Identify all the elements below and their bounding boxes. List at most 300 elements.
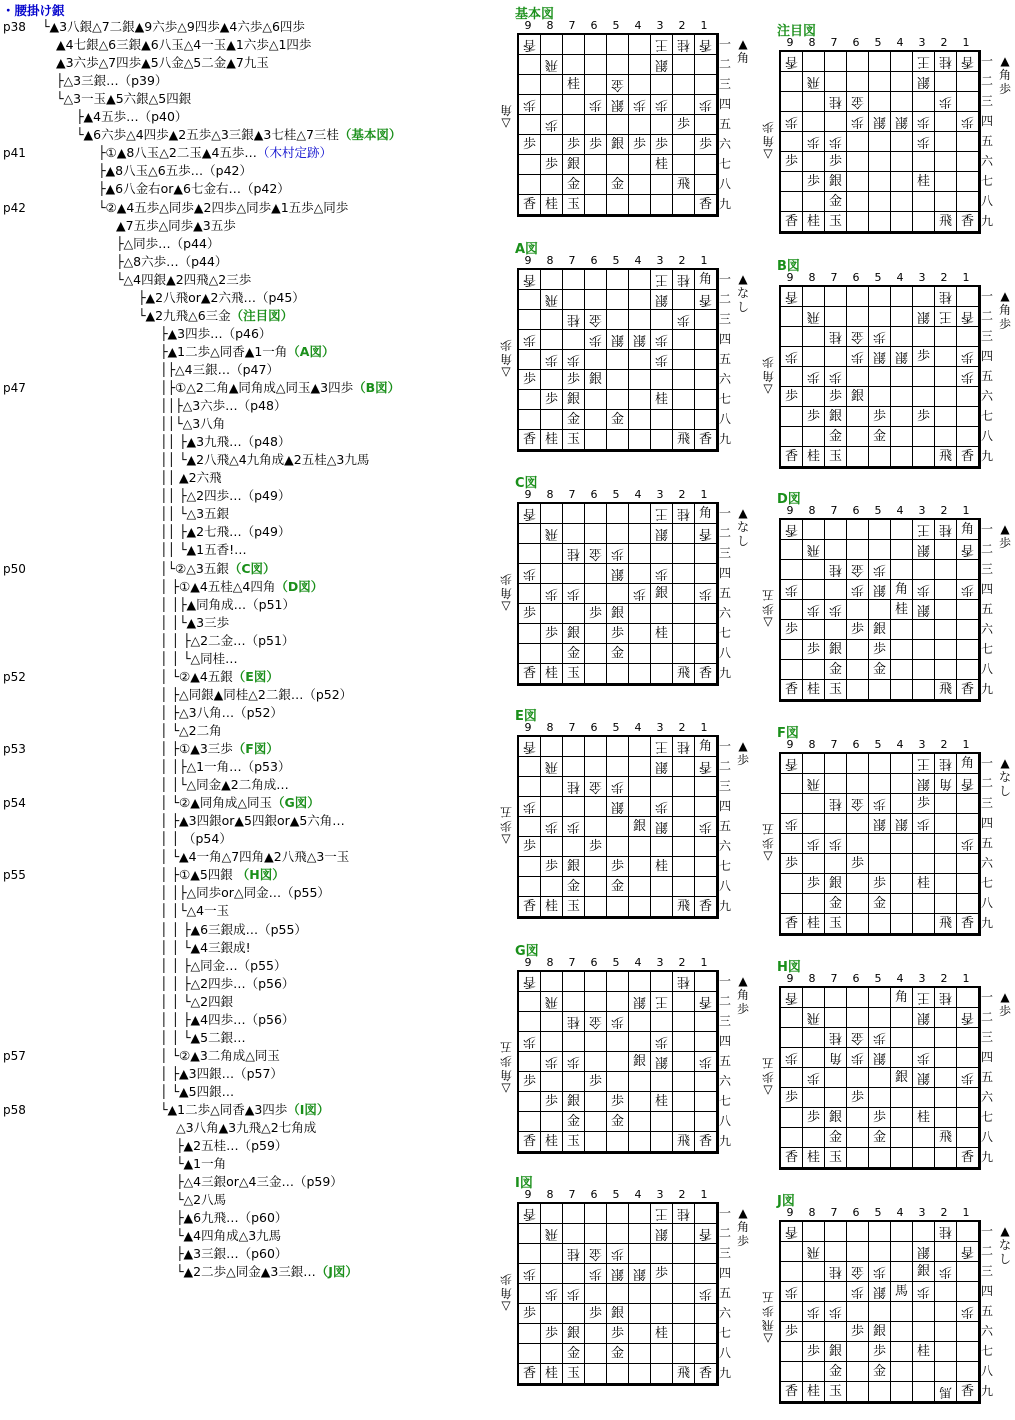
file-label: 1 [962, 1206, 970, 1219]
board-square [563, 524, 585, 544]
board-square [629, 1204, 651, 1224]
board-square [825, 1048, 847, 1068]
sente-piece: 金 [828, 896, 842, 911]
board-title: 注目図 [777, 24, 817, 39]
rank-label: 九 [981, 449, 994, 463]
board-square [913, 1148, 935, 1168]
file-label: 9 [524, 254, 532, 267]
tree-line: │ └△2二角 [160, 722, 222, 738]
board-square [651, 330, 673, 350]
gote-piece: 歩 [698, 1286, 712, 1301]
board-square [957, 854, 979, 874]
board-square [629, 290, 651, 310]
board-square [519, 1224, 541, 1244]
board-square [891, 1028, 913, 1048]
tree-line: ├▲2八飛or▲2六飛…（p45） [138, 289, 305, 305]
board-square [781, 620, 803, 640]
rank-label: 五 [719, 1286, 732, 1300]
gote-piece: 金 [850, 94, 864, 109]
board-square [781, 774, 803, 794]
board-square [585, 1324, 607, 1344]
board-square [935, 520, 957, 540]
page-ref: p57 [3, 1048, 26, 1063]
board-square [913, 387, 935, 407]
board-square [629, 877, 651, 897]
board-square [847, 914, 869, 934]
sente-piece: 歩 [544, 392, 558, 407]
board-title: G図 [515, 944, 539, 959]
board-square [585, 817, 607, 837]
board-grid [779, 986, 981, 1170]
board-square [695, 1344, 717, 1364]
board-square [629, 1072, 651, 1092]
board-square [541, 75, 563, 95]
board-square [935, 1382, 957, 1402]
board-square [891, 854, 913, 874]
board-square [541, 175, 563, 195]
sente-piece: 角 [960, 756, 974, 771]
board-square [541, 897, 563, 917]
gote-piece: 王 [654, 272, 668, 287]
board-square [585, 524, 607, 544]
file-label: 3 [656, 254, 664, 267]
board-square [913, 540, 935, 560]
board-square [803, 172, 825, 192]
board-square [563, 992, 585, 1012]
gote-piece: 桂 [676, 37, 690, 52]
rank-label: 八 [719, 412, 732, 426]
board-square [651, 155, 673, 175]
gote-piece: 香 [522, 739, 536, 754]
board-square [803, 620, 825, 640]
gote-piece: 桂 [566, 312, 580, 327]
board-square [519, 1132, 541, 1152]
board-grid [517, 970, 719, 1154]
rank-label: 八 [981, 1130, 994, 1144]
gote-piece: 歩 [784, 349, 798, 364]
board-square [541, 390, 563, 410]
board-square [607, 1224, 629, 1244]
board-square [695, 430, 717, 450]
board-square [629, 310, 651, 330]
file-label: 9 [524, 488, 532, 501]
file-label: 2 [678, 254, 686, 267]
board-square [607, 737, 629, 757]
board-square [695, 972, 717, 992]
board-square [957, 72, 979, 92]
board-square [825, 1382, 847, 1402]
gote-piece: 歩 [784, 582, 798, 597]
board-square [695, 135, 717, 155]
board-square [891, 754, 913, 774]
sente-piece: 香 [784, 1384, 798, 1399]
file-label: 5 [874, 738, 882, 751]
sente-piece: 香 [784, 682, 798, 697]
board-square [519, 992, 541, 1012]
gote-piece: 歩 [566, 352, 580, 367]
board-square [695, 1072, 717, 1092]
board-square [935, 1028, 957, 1048]
board-square [563, 175, 585, 195]
gote-piece: 金 [588, 312, 602, 327]
board-square [913, 1108, 935, 1128]
sente-piece: 歩 [916, 409, 930, 424]
board-square [935, 212, 957, 232]
rank-label: 九 [981, 916, 994, 930]
board-square [913, 754, 935, 774]
board-square [957, 580, 979, 600]
board-square [935, 894, 957, 914]
board-square [563, 350, 585, 370]
tree-line: │ └▲5四銀… [160, 1083, 235, 1099]
file-label: 5 [874, 1206, 882, 1219]
board-square [781, 1068, 803, 1088]
variation-tree [0, 0, 510, 1405]
tree-line: └△2八馬 [176, 1192, 227, 1208]
board-square [847, 580, 869, 600]
file-label: 5 [612, 956, 620, 969]
board-square [825, 680, 847, 700]
board-square [847, 1342, 869, 1362]
board-square [935, 1322, 957, 1342]
file-labels [517, 956, 715, 970]
tree-line: ││ └▲2八飛△4九角成▲2五桂△3九馬 [160, 452, 370, 468]
board-square [869, 172, 891, 192]
board-square [673, 1012, 695, 1032]
board-square [913, 914, 935, 934]
board-square [673, 175, 695, 195]
board-0 [500, 3, 763, 233]
gote-piece: 銀 [916, 74, 930, 89]
board-square [891, 1242, 913, 1262]
sente-piece: 金 [610, 1114, 624, 1129]
board-square [869, 640, 891, 660]
board-square [847, 520, 869, 540]
sente-piece: 銀 [850, 389, 864, 404]
tree-line: ││└△3八角 [160, 416, 226, 432]
board-square [891, 152, 913, 172]
file-label: 6 [590, 488, 598, 501]
rank-label: 三 [719, 312, 732, 326]
board-square [869, 874, 891, 894]
rank-label: 四 [719, 332, 732, 346]
board-square [935, 367, 957, 387]
board-title: I図 [515, 1176, 533, 1191]
board-square [651, 55, 673, 75]
board-square [563, 1012, 585, 1032]
board-square [629, 644, 651, 664]
gote-piece: 銀 [916, 542, 930, 557]
board-square [957, 640, 979, 660]
board-square [913, 112, 935, 132]
sente-piece: 金 [872, 1364, 886, 1379]
board-square [519, 857, 541, 877]
board-square [651, 644, 673, 664]
board-square [781, 427, 803, 447]
board-square [825, 1222, 847, 1242]
file-label: 7 [568, 1188, 576, 1201]
gote-piece: 歩 [610, 1014, 624, 1029]
board-square [825, 620, 847, 640]
board-square [695, 410, 717, 430]
gote-hand: △ 歩 五 [762, 822, 775, 864]
sente-piece: 角 [698, 739, 712, 754]
board-square [935, 287, 957, 307]
board-square [913, 814, 935, 834]
sente-piece: 玉 [566, 899, 580, 914]
board-square [673, 664, 695, 684]
board-square [563, 410, 585, 430]
board-square [935, 387, 957, 407]
board-square [913, 1088, 935, 1108]
sente-piece: 角 [894, 582, 908, 597]
board-square [781, 1128, 803, 1148]
rank-label: 五 [981, 602, 994, 616]
gote-piece: 王 [654, 739, 668, 754]
board-square [781, 640, 803, 660]
sente-piece: 飛 [676, 666, 690, 681]
board-square [891, 92, 913, 112]
file-label: 3 [918, 271, 926, 284]
gote-piece: 歩 [654, 566, 668, 581]
board-square [519, 175, 541, 195]
sente-piece: 香 [522, 1366, 536, 1381]
board-square [695, 1032, 717, 1052]
file-label: 8 [808, 1206, 816, 1219]
gote-piece: 飛 [544, 759, 558, 774]
board-square [563, 877, 585, 897]
board-square [563, 797, 585, 817]
gote-piece: 桂 [938, 1224, 952, 1239]
gote-hand: △ 飛 歩 五 [762, 1290, 775, 1346]
board-square [913, 72, 935, 92]
rank-label: 九 [719, 1134, 732, 1148]
board-square [541, 857, 563, 877]
sente-piece: 飛 [938, 214, 952, 229]
gote-piece: 香 [960, 1244, 974, 1259]
board-square [607, 564, 629, 584]
file-label: 5 [612, 19, 620, 32]
board-square [585, 1244, 607, 1264]
board-square [519, 35, 541, 55]
gote-piece: 香 [960, 54, 974, 69]
board-10 [500, 1172, 763, 1402]
file-label: 3 [656, 956, 664, 969]
board-square [781, 1362, 803, 1382]
board-square [585, 544, 607, 564]
board-square [519, 757, 541, 777]
board-square [781, 1302, 803, 1322]
rank-label: 一 [719, 1206, 732, 1220]
board-square [781, 152, 803, 172]
board-square [803, 560, 825, 580]
file-label: 7 [830, 1206, 838, 1219]
board-square [913, 620, 935, 640]
rank-label: 一 [981, 522, 994, 536]
sente-piece: 金 [566, 1114, 580, 1129]
sente-piece: 銀 [872, 1324, 886, 1339]
rank-label: 二 [719, 1226, 732, 1240]
board-square [563, 370, 585, 390]
board-square [781, 192, 803, 212]
board-square [891, 407, 913, 427]
gote-hand: △ 歩 五 [762, 1056, 775, 1098]
board-square [541, 430, 563, 450]
file-label: 6 [852, 738, 860, 751]
sente-piece: 歩 [544, 1094, 558, 1109]
board-square [957, 1362, 979, 1382]
board-square [541, 524, 563, 544]
board-square [891, 680, 913, 700]
file-label: 2 [940, 738, 948, 751]
board-square [825, 327, 847, 347]
board-square [519, 1344, 541, 1364]
tree-line: │ └②▲同角成△同玉（G図） [160, 795, 320, 811]
gote-piece: 王 [654, 994, 668, 1009]
tree-line: │ │└▲3三歩 [160, 614, 230, 630]
board-square [803, 874, 825, 894]
sente-piece: 香 [522, 1134, 536, 1149]
sente-piece: 金 [566, 646, 580, 661]
board-square [607, 1244, 629, 1264]
sente-piece: 角 [698, 272, 712, 287]
board-square [607, 350, 629, 370]
board-square [695, 544, 717, 564]
sente-piece: 桂 [916, 876, 930, 891]
board-square [695, 290, 717, 310]
gote-piece: 歩 [806, 134, 820, 149]
board-square [935, 794, 957, 814]
board-square [695, 270, 717, 290]
sente-piece: 歩 [806, 642, 820, 657]
board-square [891, 914, 913, 934]
board-square [585, 75, 607, 95]
gote-piece: 歩 [784, 1050, 798, 1065]
file-label: 2 [678, 956, 686, 969]
rank-label: 八 [981, 662, 994, 676]
board-square [825, 834, 847, 854]
board-square [869, 580, 891, 600]
gote-piece: 歩 [916, 134, 930, 149]
board-title: F図 [777, 726, 799, 741]
tree-line: ││ ├△2四歩…（p49） [160, 488, 291, 504]
sente-piece: 桂 [654, 157, 668, 172]
file-label: 8 [546, 721, 554, 734]
file-labels [779, 972, 977, 986]
board-square [957, 794, 979, 814]
board-square [695, 1204, 717, 1224]
board-square [847, 172, 869, 192]
board-square [913, 1362, 935, 1382]
board-square [651, 584, 673, 604]
rank-label: 六 [981, 856, 994, 870]
gote-piece: 角 [938, 776, 952, 791]
board-square [825, 1242, 847, 1262]
board-square [847, 407, 869, 427]
board-square [913, 560, 935, 580]
board-square [869, 1108, 891, 1128]
file-label: 2 [678, 488, 686, 501]
rank-label: 五 [981, 369, 994, 383]
rank-label: 九 [719, 1366, 732, 1380]
board-square [541, 1092, 563, 1112]
board-square [563, 270, 585, 290]
rank-label: 二 [719, 526, 732, 540]
board-square [957, 1322, 979, 1342]
board-square [847, 307, 869, 327]
file-label: 6 [590, 254, 598, 267]
file-label: 4 [634, 488, 642, 501]
board-square [673, 75, 695, 95]
gote-piece: 王 [938, 309, 952, 324]
board-square [541, 1012, 563, 1032]
board-square [651, 504, 673, 524]
board-square [629, 410, 651, 430]
board-square [957, 814, 979, 834]
board-square [847, 854, 869, 874]
sente-piece: 歩 [566, 372, 580, 387]
tree-line: ├▲8八玉△6五歩…（p42） [98, 163, 252, 179]
rank-label: 四 [719, 1266, 732, 1280]
board-square [519, 972, 541, 992]
board-square [651, 1224, 673, 1244]
board-square [825, 112, 847, 132]
gote-piece: 銀 [894, 114, 908, 129]
board-square [651, 777, 673, 797]
rank-label: 四 [981, 1050, 994, 1064]
file-label: 2 [940, 1206, 948, 1219]
file-label: 3 [656, 488, 664, 501]
gote-piece: 歩 [698, 97, 712, 112]
board-square [935, 447, 957, 467]
board-square [803, 540, 825, 560]
gote-piece: 金 [588, 546, 602, 561]
board-square [673, 290, 695, 310]
board-square [563, 1364, 585, 1384]
board-square [607, 1264, 629, 1284]
board-square [607, 992, 629, 1012]
gote-piece: 銀 [632, 994, 646, 1009]
sente-piece: 銀 [894, 1070, 908, 1085]
board-square [913, 172, 935, 192]
sente-piece: 角 [960, 522, 974, 537]
gote-piece: 歩 [960, 114, 974, 129]
board-square [957, 1242, 979, 1262]
file-label: 1 [700, 956, 708, 969]
tree-line: │ ├①▲3三歩（F図） [160, 741, 279, 756]
sente-piece: 香 [698, 197, 712, 212]
board-square [847, 132, 869, 152]
board-square [519, 115, 541, 135]
board-square [629, 1092, 651, 1112]
board-square [781, 1222, 803, 1242]
sente-piece: 桂 [806, 1384, 820, 1399]
board-square [781, 1282, 803, 1302]
board-square [563, 1072, 585, 1092]
gote-piece: 歩 [916, 1050, 930, 1065]
board-square [607, 897, 629, 917]
board-square [519, 544, 541, 564]
board-square [781, 834, 803, 854]
sente-piece: 歩 [784, 1324, 798, 1339]
board-square [651, 604, 673, 624]
board-square [935, 407, 957, 427]
board-square [519, 1204, 541, 1224]
board-square [935, 1342, 957, 1362]
board-square [935, 988, 957, 1008]
board-square [541, 757, 563, 777]
sente-piece: 金 [610, 879, 624, 894]
